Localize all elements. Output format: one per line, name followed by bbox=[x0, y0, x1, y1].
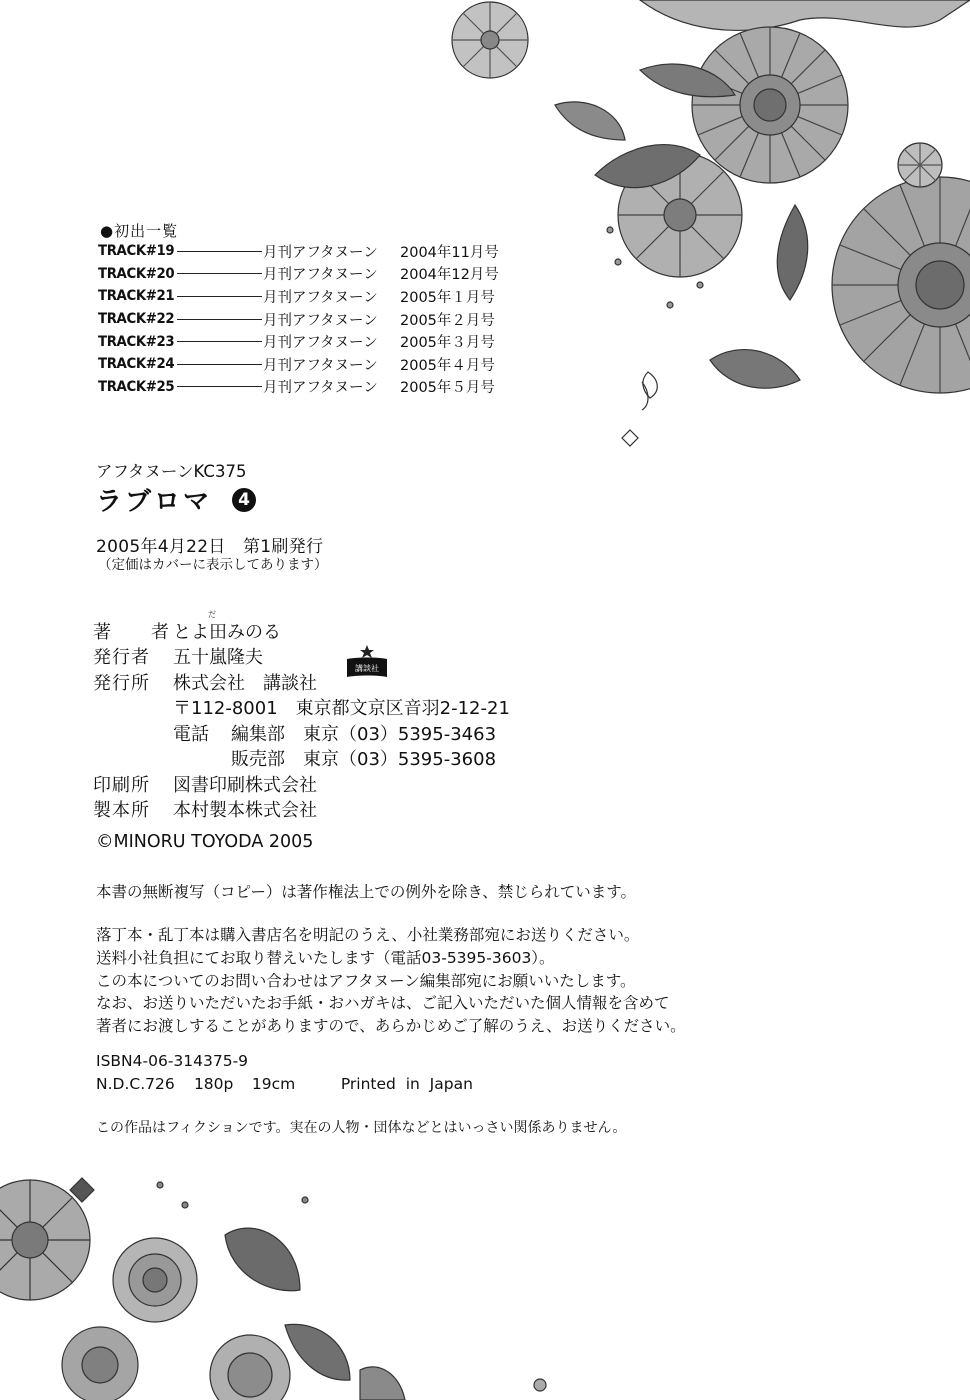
magazine: 月刊アフタヌーン bbox=[263, 335, 378, 352]
publisher-logo bbox=[343, 643, 391, 681]
copyright: ©MINORU TOYODA 2005 bbox=[96, 832, 314, 852]
ndc-code: N.D.C.726 bbox=[96, 1075, 175, 1093]
list-item bbox=[98, 285, 499, 308]
publisher-name: 五十嵐隆夫 bbox=[173, 647, 263, 669]
first-appearance-list bbox=[98, 240, 499, 398]
price-note: （定価はカバーに表示してあります） bbox=[98, 557, 328, 573]
magazine: 月刊アフタヌーン bbox=[263, 267, 378, 284]
issue: 2005年３月号 bbox=[400, 335, 495, 352]
phone-label: 電話 bbox=[173, 723, 209, 745]
ndc-line bbox=[96, 1073, 473, 1096]
office-name: 株式会社 講談社 bbox=[173, 672, 317, 694]
track-id: TRACK#23 bbox=[98, 333, 175, 350]
legal-line: なお、お送りいただいたお手紙・おハガキは、ご記入いただいた個人情報を含めて bbox=[96, 994, 670, 1013]
copy-notice: 本書の無断複写（コピー）は著作権法上での例外を除き、禁じられています。 bbox=[96, 883, 637, 901]
printer-label: 印刷所 bbox=[93, 774, 150, 796]
credit-row-printer bbox=[93, 771, 510, 797]
book-title-row bbox=[96, 481, 256, 518]
series-code: アフタヌーンKC375 bbox=[96, 462, 247, 481]
issue: 2005年２月号 bbox=[400, 312, 495, 329]
magazine: 月刊アフタヌーン bbox=[263, 380, 378, 397]
page-count: 180p bbox=[193, 1075, 234, 1093]
legal-line: 送料小社負担にてお取り替えいたします（電話03-5395-3603）。 bbox=[96, 948, 555, 967]
track-id: TRACK#20 bbox=[98, 265, 175, 282]
publisher-label: 発行者 bbox=[93, 647, 150, 669]
magazine: 月刊アフタヌーン bbox=[263, 244, 378, 261]
office-label: 発行所 bbox=[93, 672, 150, 694]
leader-line bbox=[177, 251, 262, 252]
colophon-credits bbox=[93, 618, 510, 822]
legal-line: 落丁本・乱丁本は購入書店名を明記のうえ、小社業務部宛にお送りください。 bbox=[96, 926, 640, 944]
track-id: TRACK#24 bbox=[98, 356, 175, 373]
issue: 2004年12月号 bbox=[400, 267, 499, 284]
issue: 2005年１月号 bbox=[400, 289, 495, 306]
credit-row-binder bbox=[93, 797, 510, 823]
leader-line bbox=[177, 273, 262, 274]
credit-row-address bbox=[93, 695, 510, 721]
isbn-block bbox=[96, 1050, 473, 1096]
track-id: TRACK#21 bbox=[98, 288, 175, 305]
track-id: TRACK#22 bbox=[98, 311, 175, 328]
track-id: TRACK#19 bbox=[98, 243, 175, 260]
isbn: ISBN4-06-314375-9 bbox=[96, 1052, 249, 1070]
flower-illustration-bottom bbox=[0, 1170, 560, 1400]
publication-date: 2005年4月22日 第1刷発行 bbox=[96, 537, 324, 557]
list-item bbox=[98, 353, 499, 376]
phone-sales: 販売部 東京（03）5395-3608 bbox=[231, 749, 497, 771]
list-item bbox=[98, 330, 499, 353]
author-name: とよ田みのる bbox=[173, 621, 281, 643]
fiction-note: この作品はフィクションです。実在の人物・団体などとはいっさい関係ありません。 bbox=[96, 1120, 627, 1136]
first-appearance-heading: ●初出一覧 bbox=[100, 222, 179, 240]
office-address: 〒112-8001 東京都文京区音羽2-12-21 bbox=[173, 698, 510, 720]
issue: 2004年11月号 bbox=[400, 244, 499, 261]
credit-row-author bbox=[93, 618, 510, 644]
printer-name: 図書印刷株式会社 bbox=[173, 774, 317, 796]
book-title: ラブロマ bbox=[96, 487, 213, 517]
list-item bbox=[98, 376, 499, 399]
leader-line bbox=[177, 319, 262, 320]
binder-name: 本村製本株式会社 bbox=[173, 800, 317, 822]
magazine: 月刊アフタヌーン bbox=[263, 357, 378, 374]
phone-editorial: 編集部 東京（03）5395-3463 bbox=[231, 723, 497, 745]
legal-line: この本についてのお問い合わせはアフタヌーン編集部宛にお願いいたします。 bbox=[96, 971, 636, 990]
credit-row-publisher bbox=[93, 644, 510, 670]
binder-label: 製本所 bbox=[93, 800, 150, 822]
leader-line bbox=[177, 386, 262, 387]
legal-notes bbox=[96, 924, 686, 1038]
leader-line bbox=[177, 364, 262, 365]
volume-badge: 4 bbox=[232, 488, 256, 512]
svg-text:講談社: 講談社 bbox=[355, 664, 379, 673]
list-item bbox=[98, 263, 499, 286]
credit-row-phone-sales bbox=[93, 746, 510, 772]
leader-line bbox=[177, 296, 262, 297]
author-ruby: だ bbox=[208, 610, 216, 619]
leader-line bbox=[177, 341, 262, 342]
credit-row-office bbox=[93, 669, 510, 695]
credit-row-phone-editorial bbox=[93, 720, 510, 746]
issue: 2005年４月号 bbox=[400, 357, 495, 374]
magazine: 月刊アフタヌーン bbox=[263, 312, 378, 329]
list-item bbox=[98, 308, 499, 331]
printed-in: Printed in Japan bbox=[340, 1075, 473, 1093]
legal-line: 著者にお渡しすることがありますので、あらかじめご了解のうえ、お送りください。 bbox=[96, 1017, 686, 1036]
book-size: 19cm bbox=[251, 1075, 296, 1093]
track-id: TRACK#25 bbox=[98, 378, 175, 395]
magazine: 月刊アフタヌーン bbox=[263, 289, 378, 306]
list-item bbox=[98, 240, 499, 263]
issue: 2005年５月号 bbox=[400, 380, 495, 397]
author-label: 著 者 bbox=[93, 621, 180, 643]
flower-illustration-top bbox=[380, 0, 970, 470]
